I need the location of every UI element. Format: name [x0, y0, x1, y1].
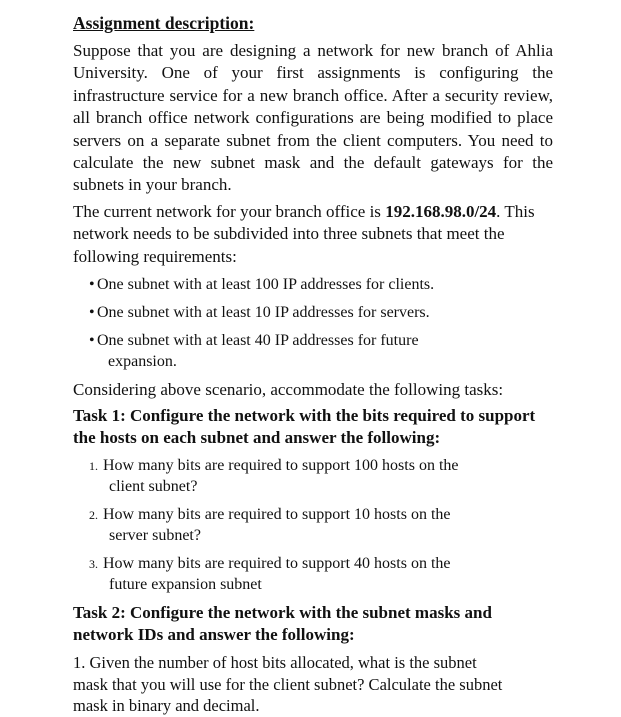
current-network-period: . — [496, 201, 501, 221]
requirement-text: One subnet with at least 100 IP addresses for clients. — [97, 276, 435, 294]
bullet-icon: • — [89, 332, 95, 350]
task2-title: Task 2: Configure the network with the subnet masks and network IDs and answer the following: — [73, 603, 492, 645]
task1-question — [73, 504, 523, 546]
task1-title: Task 1: Configure the network with the bits required to support the hosts on each subnet and answer the following: — [73, 406, 536, 448]
current-network-text: The current network for your branch office is — [73, 201, 386, 221]
requirement-item — [73, 330, 497, 372]
requirement-text-continued: expansion. — [108, 353, 177, 371]
requirement-item — [73, 302, 497, 323]
task1-questions — [73, 455, 553, 595]
scenario-text: Considering above scenario, accommodate the following tasks: — [73, 380, 504, 400]
task1-question — [73, 455, 523, 497]
task2-question: 1. Given the number of host bits allocated, what is the subnet mask that you will use for the client subnet? Calculate the subnet mask in binary and decimal. — [73, 653, 503, 716]
assignment-document — [73, 12, 553, 717]
question-text-continued: future expansion subnet — [109, 576, 262, 594]
bullet-icon: • — [89, 304, 95, 322]
question-text-continued: server subnet? — [109, 527, 201, 545]
bullet-icon: • — [89, 276, 95, 294]
requirement-item — [73, 274, 497, 295]
intro-paragraph: Suppose that you are designing a network for new branch of Ahlia University. One of your first assignments is configuring the infrastructure service for a new branch office. After a security review, all branch office network configurations are being modified to place servers on a separate subnet from the client computers. You need to calculate the new subnet mask and the default gateways for the subnets in your branch. — [73, 41, 553, 195]
question-number: 3. — [89, 557, 98, 572]
current-network-rest: This network needs to be subdivided into three subnets that meet the following requirements: — [73, 201, 535, 266]
requirement-text: One subnet with at least 10 IP addresses for servers. — [97, 304, 430, 322]
network-address: 192.168.98.0/24 — [385, 201, 497, 221]
question-number: 1. — [89, 459, 98, 474]
assignment-heading: Assignment description: — [73, 13, 255, 33]
task1-question — [73, 553, 523, 595]
question-text-continued: client subnet? — [109, 478, 198, 496]
question-number: 2. — [89, 508, 98, 523]
requirements-list — [73, 274, 553, 372]
current-network-paragraph — [73, 201, 553, 268]
question-text: How many bits are required to support 40 hosts on the — [103, 555, 451, 573]
requirement-text: One subnet with at least 40 IP addresses for future — [97, 332, 419, 350]
question-text: How many bits are required to support 100 hosts on the — [103, 457, 459, 475]
question-text: How many bits are required to support 10 hosts on the — [103, 506, 451, 524]
